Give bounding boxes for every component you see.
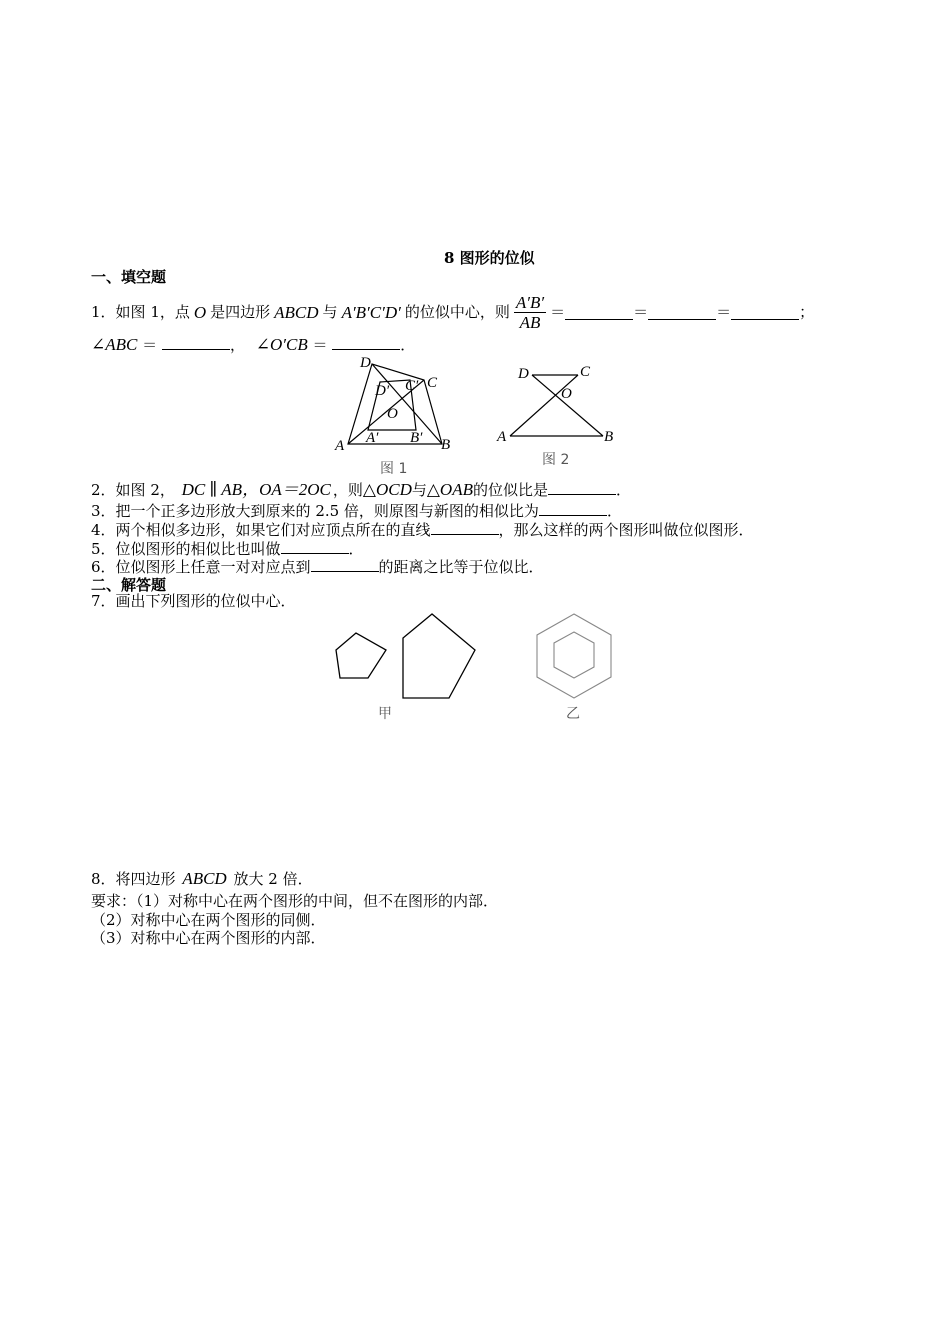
fraction-numerator: A′B′ — [515, 292, 545, 312]
answer-blank-6[interactable] — [311, 557, 379, 572]
small-pentagon — [336, 633, 386, 678]
question-8-text-b: 放大 2 倍． — [233, 870, 313, 888]
label-b-prime: B′ — [410, 430, 423, 446]
label-c: C — [580, 364, 591, 380]
answer-blank-1e[interactable] — [332, 335, 400, 350]
question-2-text-a: 如图 2， — [115, 481, 175, 499]
question-1-text-c: 与 — [322, 302, 338, 321]
question-1-number: 1． — [91, 302, 116, 321]
label-b: B — [604, 429, 614, 445]
question-2-text-b: ，则 — [332, 481, 363, 499]
question-5-end: ． — [348, 540, 364, 558]
equals-sign-5: ＝ — [312, 336, 328, 354]
question-8-req-1: 要求：（1）对称中心在两个图形的中间，但不在图形的内部． — [91, 892, 499, 910]
question-5 — [91, 539, 364, 558]
answer-blank-1d[interactable] — [162, 335, 230, 350]
figure-3-left-caption: 甲 — [378, 706, 392, 722]
section-heading-solve: 二、解答题 — [91, 576, 167, 594]
large-hexagon — [537, 614, 611, 698]
question-4-text-a: 4．两个相似多边形，如果它们对应顶点所在的直线 — [91, 521, 431, 539]
question-2-number: 2． — [91, 481, 116, 499]
answer-blank-3[interactable] — [539, 501, 607, 516]
question-1-line-1 — [91, 292, 814, 332]
question-2 — [91, 480, 631, 499]
question-6-text-a: 6．位似图形上任意一对对应点到 — [91, 558, 311, 576]
question-7: 7．画出下列图形的位似中心． — [91, 592, 296, 610]
question-3-text: 3．把一个正多边形放大到原来的 2.5 倍，则原图与新图的相似比为 — [91, 502, 539, 520]
quad-abcd: ABCD — [274, 302, 319, 322]
question-3-end: ． — [606, 502, 622, 520]
label-c-prime: C′ — [405, 378, 419, 394]
figure-3 — [330, 605, 630, 730]
figure-3-right-caption: 乙 — [566, 706, 580, 722]
large-pentagon — [403, 614, 475, 698]
question-4 — [91, 520, 754, 539]
label-a-prime: A′ — [366, 430, 379, 446]
label-o: O — [561, 386, 572, 402]
question-5-text: 5．位似图形的相似比也叫做 — [91, 540, 281, 558]
answer-blank-1a[interactable] — [565, 305, 633, 320]
figure-2 — [492, 360, 622, 470]
quad-abcd-prime: A′B′C′D′ — [341, 302, 401, 322]
question-6-text-b: 的距离之比等于位似比． — [378, 558, 544, 576]
answer-blank-5[interactable] — [281, 539, 349, 554]
label-b: B — [441, 437, 451, 453]
answer-blank-2[interactable] — [548, 480, 616, 495]
answer-blank-1c[interactable] — [731, 305, 799, 320]
label-c: C — [427, 375, 438, 391]
period: ． — [400, 336, 416, 354]
question-8-text-a: 8．将四边形 — [91, 870, 176, 888]
figure-2-caption: 图 2 — [542, 452, 570, 468]
question-1-text-b: 是四边形 — [210, 302, 271, 321]
question-2-text-d: 的位似比是 — [472, 481, 548, 499]
question-8-req-2: （2）对称中心在两个图形的同侧． — [91, 911, 326, 929]
label-d-prime: D′ — [375, 383, 390, 399]
label-a: A — [497, 429, 507, 445]
figure-1-caption: 图 1 — [380, 461, 408, 477]
question-8 — [91, 870, 313, 888]
label-d: D — [518, 366, 529, 382]
semicolon: ； — [799, 302, 815, 321]
question-2-end: ． — [616, 481, 632, 499]
small-hexagon — [554, 632, 594, 678]
question-1-text-d: 的位似中心，则 — [404, 302, 510, 321]
triangle-oab: △OAB — [426, 480, 473, 499]
ratio-fraction — [514, 294, 546, 331]
question-2-text-c: 与 — [411, 481, 427, 499]
comma: ， — [229, 336, 245, 354]
angle-ocb: ∠O′CB — [255, 335, 308, 354]
figure-1 — [330, 350, 465, 480]
equals-sign-2: ＝ — [633, 302, 649, 321]
equals-sign-4: ＝ — [142, 336, 158, 354]
question-8-quad: ABCD — [182, 869, 227, 888]
question-2-math: DC ∥ AB，OA＝2OC — [181, 480, 331, 499]
answer-blank-4[interactable] — [431, 520, 499, 535]
fraction-denominator: AB — [519, 312, 541, 332]
triangle-ocd: △OCD — [362, 480, 412, 499]
label-o: O — [387, 406, 398, 422]
question-1-text-a: 如图 1，点 — [115, 302, 190, 321]
question-3 — [91, 501, 622, 520]
question-8-req-3: （3）对称中心在两个图形的内部． — [91, 929, 326, 947]
equals-sign-3: ＝ — [716, 302, 732, 321]
section-heading-fill-blank: 一、填空题 — [91, 268, 167, 286]
label-d: D — [360, 355, 371, 371]
label-a: A — [335, 438, 345, 454]
answer-blank-1b[interactable] — [648, 305, 716, 320]
equals-sign-1: ＝ — [550, 302, 566, 321]
page-title: 8 图形的位似 — [444, 249, 535, 267]
angle-abc: ∠ABC — [91, 335, 138, 354]
point-o: O — [193, 302, 207, 322]
question-4-text-b: ，那么这样的两个图形叫做位似图形． — [498, 521, 754, 539]
